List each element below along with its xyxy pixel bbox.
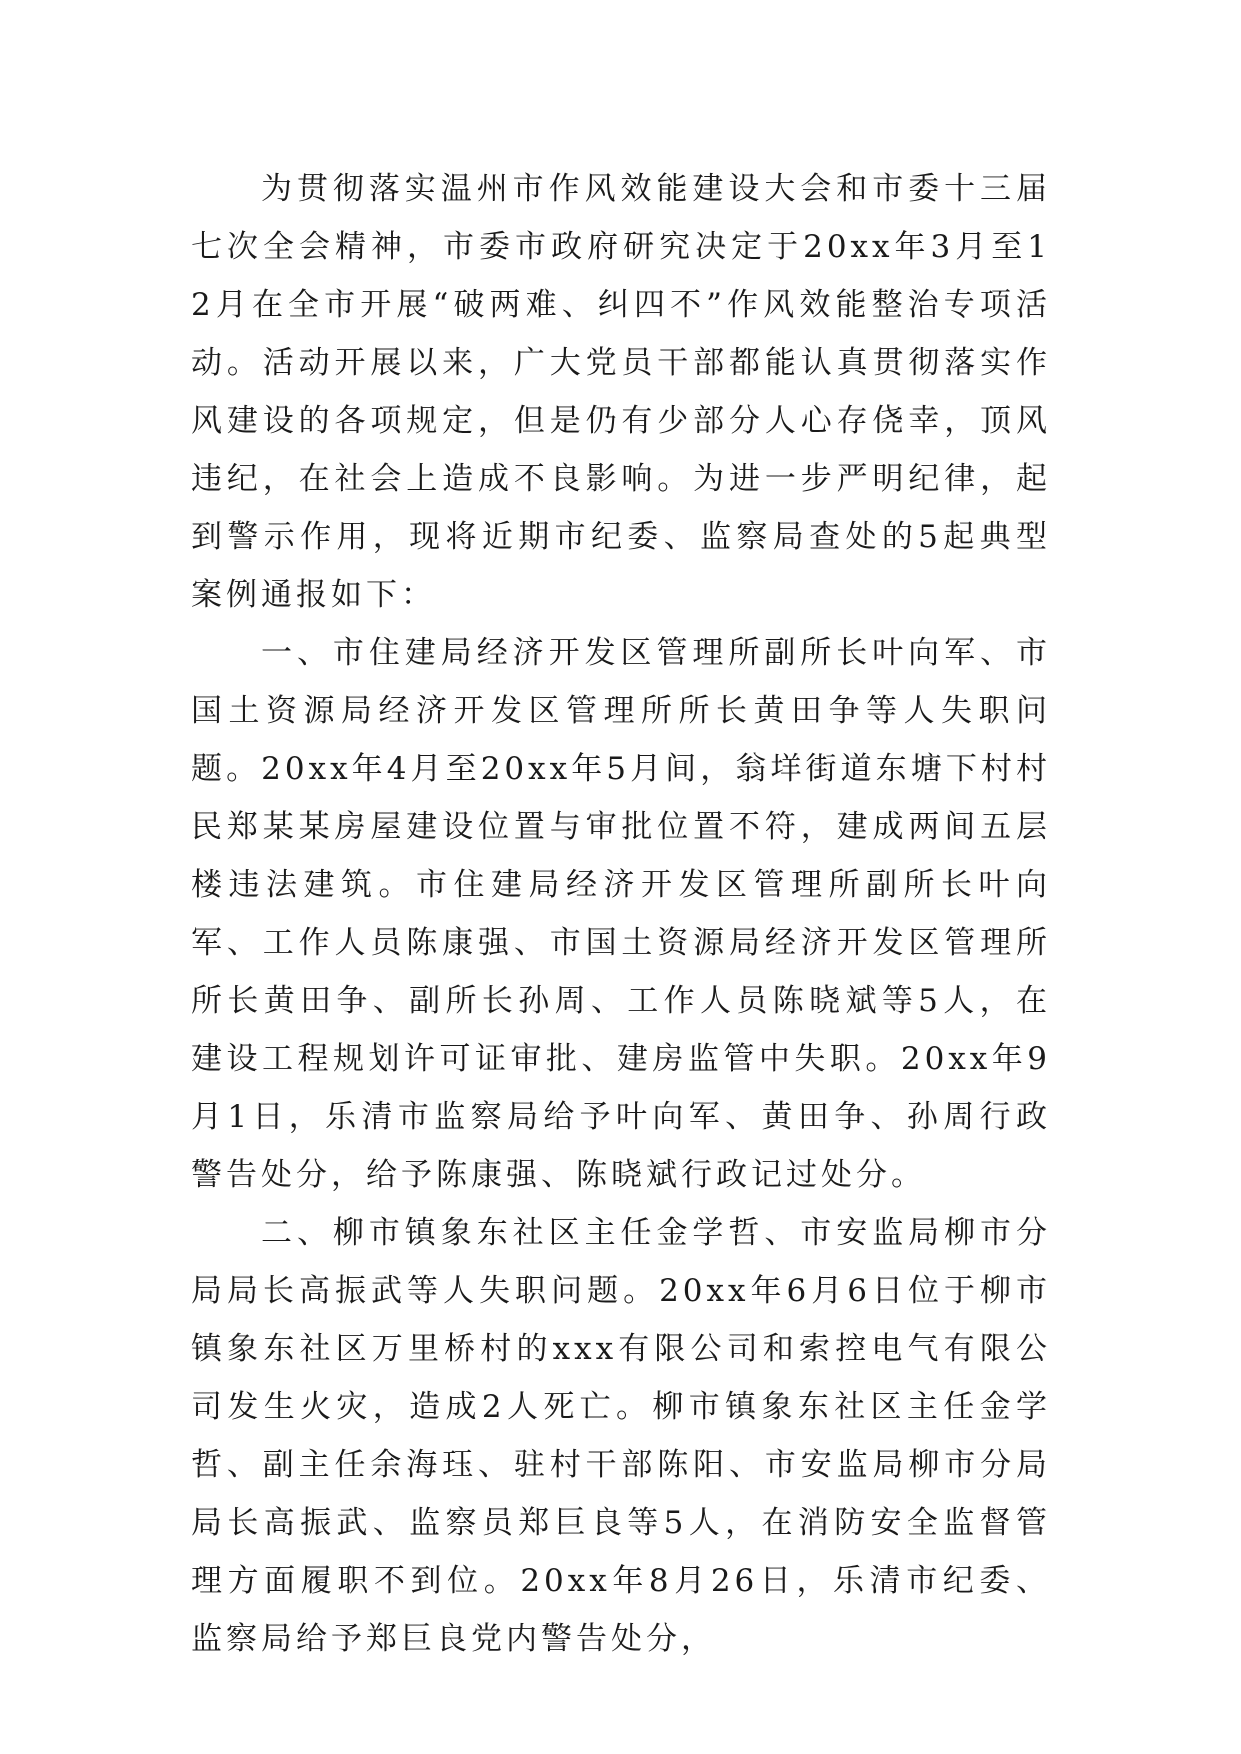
paragraph-intro: 为贯彻落实温州市作风效能建设大会和市委十三届七次全会精神，市委市政府研究决定于20xx年3月至12月在全市开展“破两难、纠四不”作风效能整治专项活动。活动开展以来，广大党员干部都能认真贯彻落实作风建设的各项规定，但是仍有少部分人心存侥幸，顶风违纪，在社会上造成不良影响。为进一步严明纪律，起到警示作用，现将近期市纪委、监察局查处的5起典型案例通报如下： xyxy=(191,171,1051,613)
paragraph-case-1: 一、市住建局经济开发区管理所副所长叶向军、市国土资源局经济开发区管理所所长黄田争等人失职问题。20xx年4月至20xx年5月间，翁垟街道东塘下村村民郑某某房屋建设位置与审批位置不符，建成两间五层楼违法建筑。市住建局经济开发区管理所副所长叶向军、工作人员陈康强、市国土资源局经济开发区管理所所长黄田争、副所长孙周、工作人员陈晓斌等5人，在建设工程规划许可证审批、建房监管中失职。20xx年9月1日，乐清市监察局给予叶向军、黄田争、孙周行政警告处分，给予陈康强、陈晓斌行政记过处分。 xyxy=(191,635,1051,1193)
document-body xyxy=(191,160,1051,1668)
paragraph-case-2: 二、柳市镇象东社区主任金学哲、市安监局柳市分局局长高振武等人失职问题。20xx年6月6日位于柳市镇象东社区万里桥村的xxx有限公司和索控电气有限公司发生火灾，造成2人死亡。柳市镇象东社区主任金学哲、副主任余海珏、驻村干部陈阳、市安监局柳市分局局长高振武、监察员郑巨良等5人，在消防安全监督管理方面履职不到位。20xx年8月26日，乐清市纪委、监察局给予郑巨良党内警告处分， xyxy=(191,1215,1051,1657)
